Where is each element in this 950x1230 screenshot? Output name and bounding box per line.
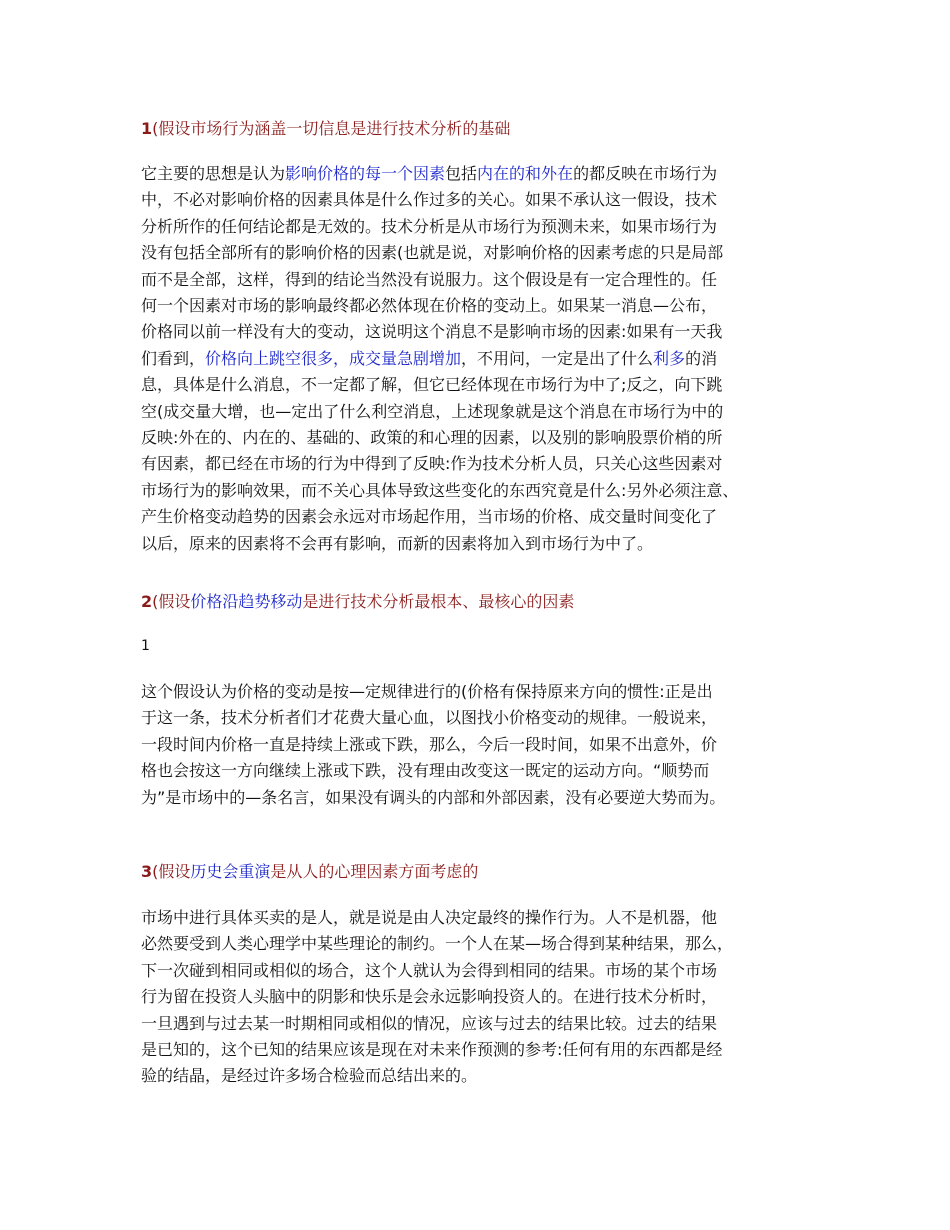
paragraph-line: 为”是市场中的—条名言，如果没有调头的内部和外部因素，没有必要逆大势而为。 xyxy=(141,787,726,807)
section-1-paragraph xyxy=(141,161,821,557)
heading-text: (假设 xyxy=(152,592,191,611)
paragraph-line: 是已知的，这个已知的结果应该是现在对未来作预测的参考:任何有用的东西都是经 xyxy=(141,1040,723,1060)
paragraph-line: 市场行为的影响效果，而不关心具体导致这些变化的东西究竟是什么:另外必须注意、 xyxy=(141,480,739,500)
paragraph-line: 中，不必对影响价格的因素具体是什么作过多的关心。如果不承认这一假设，技术 xyxy=(141,190,718,210)
paragraph-line: 一段时间内价格一直是持续上涨或下跌，那么，今后一段时间，如果不出意外，价 xyxy=(141,734,718,754)
page-number: 1 xyxy=(141,638,150,654)
paragraph-line: 分析所作的任何结论都是无效的。技术分析是从市场行为预测未来，如果市场行为 xyxy=(141,216,718,236)
heading-highlight: 历史会重演 xyxy=(190,862,271,881)
section-number: 3 xyxy=(141,862,153,881)
paragraph-line: 而不是全部，这样，得到的结论当然没有说服力。这个假设是有一定合理性的。任 xyxy=(141,269,718,289)
heading-highlight: 价格沿趋势移动 xyxy=(190,592,303,611)
highlight-text: 利多 xyxy=(653,348,686,368)
paragraph-line xyxy=(141,346,821,372)
paragraph-line xyxy=(141,161,821,187)
section-number: 2 xyxy=(141,592,153,611)
paragraph-line: 验的结晶，是经过许多场合检验而总结出来的。 xyxy=(141,1066,478,1086)
heading-text: 是进行技术分析最根本、最核心的因素 xyxy=(302,592,575,611)
highlight-text: 影响价格的每一个因素 xyxy=(285,164,446,183)
paragraph-line: 这个假设认为价格的变动是按—定规律进行的(价格有保持原来方向的惯性:正是出 xyxy=(141,682,713,701)
heading-text: (假设市场行为涵盖一切信息是进行技术分析的基础 xyxy=(152,119,511,138)
paragraph-line: 何一个因素对市场的影响最终都必然体现在价格的变动上。如果某一消息—公布， xyxy=(141,296,718,316)
paragraph-line: 下一次碰到相同或相似的场合，这个人就认为会得到相同的结果。市场的某个市场 xyxy=(141,960,718,980)
paragraph-line: 产生价格变动趋势的因素会永远对市场起作用，当市场的价格、成交量时间变化了 xyxy=(141,507,718,527)
paragraph-line: 没有包括全部所有的影响价格的因素(也就是说，对影响价格的因素考虑的只是局部 xyxy=(141,243,724,263)
paragraph-line: 于这一条，技术分析者们才花费大量心血，以图找小价格变动的规律。一般说来， xyxy=(141,708,718,728)
heading-text: 是从人的心理因素方面考虑的 xyxy=(270,862,479,881)
text-run: 们看到， xyxy=(141,348,206,368)
text-run: 包括 xyxy=(445,164,478,183)
paragraph-line: 空(成交量大增，也—定出了什么利空消息，上述现象就是这个消息在市场行为中的 xyxy=(141,401,724,421)
paragraph-line: 格也会按这一方向继续上涨或下跌，没有理由改变这一既定的运动方向。“顺势而 xyxy=(141,761,710,781)
section-2-paragraph xyxy=(141,679,821,811)
paragraph-line: 以后，原来的因素将不会再有影响，而新的因素将加入到市场行为中了。 xyxy=(141,533,654,553)
section-3-paragraph xyxy=(141,905,821,1090)
paragraph-line: 有因素，都已经在市场的行为中得到了反映:作为技术分析人员，只关心这些因素对 xyxy=(141,454,723,474)
paragraph-line: 市场中进行具体买卖的是人，就是说是由人决定最终的操作行为。人不是机器，他 xyxy=(141,908,718,927)
heading-text: (假设 xyxy=(152,862,191,881)
section-3-heading xyxy=(141,861,478,883)
text-run: ，不用问，一定是出了什么 xyxy=(461,348,654,368)
paragraph-line: 必然要受到人类心理学中某些理论的制约。一个人在某—场合得到某种结果，那么， xyxy=(141,934,734,954)
paragraph-line: 价格同以前一样没有大的变动，这说明这个消息不是影响市场的因素:如果有一天我 xyxy=(141,322,723,342)
section-1-heading xyxy=(141,118,510,140)
section-2-heading xyxy=(141,591,574,613)
text-run: 它主要的思想是认为 xyxy=(141,164,286,183)
text-run: 的消 xyxy=(685,348,718,368)
paragraph-line: 息，具体是什么消息，不一定都了解，但它已经体现在市场行为中了;反之，向下跳 xyxy=(141,375,723,395)
paragraph-line: 反映:外在的、内在的、基础的、政策的和心理的因素，以及别的影响股票价梢的所 xyxy=(141,428,723,448)
highlight-text: 价格向上跳空很多，成交量急剧增加 xyxy=(205,348,462,368)
text-run: 的都反映在市场行为 xyxy=(573,164,718,183)
paragraph-line: 行为留在投资人头脑中的阴影和快乐是会永远影响投资人的。在进行技术分析时， xyxy=(141,987,718,1007)
paragraph-line: 一旦遇到与过去某一时期相同或相似的情况，应该与过去的结果比较。过去的结果 xyxy=(141,1013,718,1033)
highlight-text: 内在的和外在 xyxy=(477,164,574,183)
section-number: 1 xyxy=(141,119,153,138)
